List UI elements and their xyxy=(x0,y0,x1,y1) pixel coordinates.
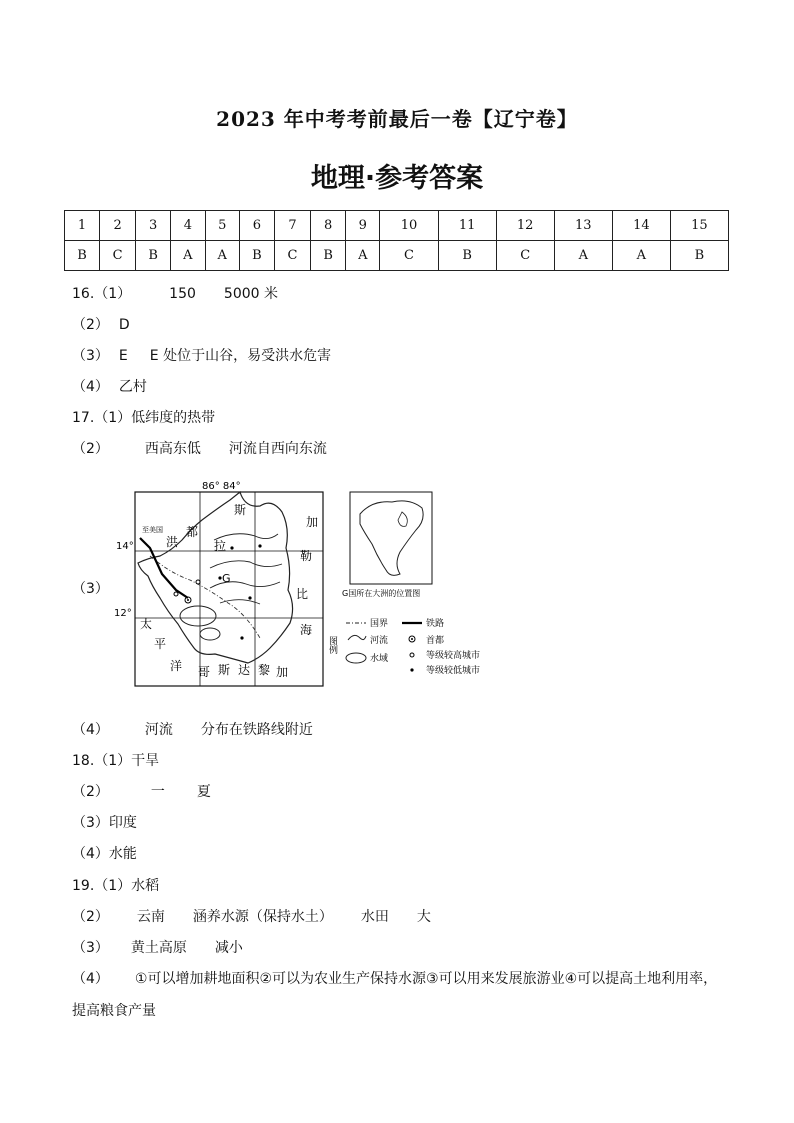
q18-label: 18.（1） xyxy=(72,753,132,769)
q17-part4: （4） 河流 分布在铁路线附近 xyxy=(72,719,313,739)
map-label: 哥 xyxy=(198,665,211,679)
q17-2-answer-b: 河流自西向东流 xyxy=(228,441,327,457)
q19-part2: （2） 云南 涵养水源（保持水土） 水田 大 xyxy=(72,906,431,926)
legend-capital: 首都 xyxy=(426,636,445,646)
central-america-map xyxy=(110,478,510,690)
legend-railway: 铁路 xyxy=(426,619,445,629)
q19-2-answer-c: 水田 xyxy=(360,909,389,925)
map-label: 达 xyxy=(238,663,251,677)
q17-4-answer-b: 分布在铁路线附近 xyxy=(200,722,313,738)
answer-cell: C xyxy=(380,241,438,271)
map-label: 海 xyxy=(300,623,313,637)
map-label: 黎 xyxy=(258,663,271,677)
answer-cell: B xyxy=(311,241,346,271)
answer-cell: A xyxy=(346,241,380,271)
question-number-cell: 8 xyxy=(311,211,346,241)
q19-2-answer-b: 涵养水源（保持水土） xyxy=(192,909,333,925)
q17-2-answer-a: 西高东低 xyxy=(144,441,201,457)
map-label: 洪 xyxy=(166,535,179,549)
q18-1-answer: 干旱 xyxy=(131,753,160,769)
answer-cell: B xyxy=(136,241,171,271)
q19-part4: （4） ①可以增加耕地面积②可以为农业生产保持水源③可以用来发展旅游业④可以提高土地利用率， xyxy=(72,968,717,988)
question-number-cell: 11 xyxy=(438,211,496,241)
answer-cell: A xyxy=(171,241,205,271)
q17-part3: （3） xyxy=(72,581,109,597)
q18-3-answer: 印度 xyxy=(108,815,137,831)
q19-part1 xyxy=(72,875,159,895)
q17-part2: （2） 西高东低 河流自西向东流 xyxy=(72,438,327,458)
answer-row xyxy=(65,241,729,271)
answer-cell: A xyxy=(612,241,670,271)
answer-cell: B xyxy=(670,241,728,271)
legend-major-city: 等级较高城市 xyxy=(426,651,481,661)
q18-part4: （4）水能 xyxy=(72,843,137,863)
answer-cell: B xyxy=(239,241,274,271)
question-number-cell: 9 xyxy=(346,211,380,241)
q18-part2: （2） 一 夏 xyxy=(72,781,211,801)
q16-3-answer-a: E xyxy=(118,348,128,364)
answer-cell: C xyxy=(274,241,310,271)
answer-cell: B xyxy=(438,241,496,271)
q19-part3: （3） 黄土高原 减小 xyxy=(72,937,243,957)
answer-cell: A xyxy=(554,241,612,271)
question-number-cell: 4 xyxy=(171,211,205,241)
map-label: 都 xyxy=(186,525,199,539)
q16-part1 xyxy=(72,283,278,303)
q16-part3: （3） E E 处位于山谷，易受洪水危害 xyxy=(72,345,331,365)
q16-part2: （2） D xyxy=(72,317,130,333)
q18-4-answer: 水能 xyxy=(108,846,137,862)
map-longitude-label: 86° 84° xyxy=(202,481,241,492)
map-label: 勒 xyxy=(300,549,313,563)
q19-4-answer: ①可以增加耕地面积②可以为农业生产保持水源③可以用来发展旅游业④可以提高土地利用率， xyxy=(134,971,718,987)
question-number-cell: 13 xyxy=(554,211,612,241)
question-number-row xyxy=(65,211,729,241)
q16-part4: （4） 乙村 xyxy=(72,376,147,396)
q19-3-answer-b: 减小 xyxy=(214,940,243,956)
q17-part1 xyxy=(72,407,215,427)
map-country-g: G xyxy=(222,572,231,585)
q17-4-answer-a: 河流 xyxy=(144,722,173,738)
answer-cell: C xyxy=(496,241,554,271)
map-label: 斯 xyxy=(234,503,247,517)
map-label: 斯 xyxy=(218,663,231,677)
legend-river: 河流 xyxy=(370,636,389,646)
answer-cell: C xyxy=(99,241,135,271)
question-number-cell: 1 xyxy=(65,211,100,241)
question-number-cell: 3 xyxy=(136,211,171,241)
q19-part4-cont xyxy=(72,1000,156,1020)
q16-2-answer: D xyxy=(118,317,130,333)
q18-2-answer-b: 夏 xyxy=(196,784,211,800)
map-to-usa: 至美国 xyxy=(142,526,163,534)
q18-part3: （3）印度 xyxy=(72,812,137,832)
q16-1-answer-b: 5000 米 xyxy=(223,286,278,302)
q19-1-answer: 水稻 xyxy=(131,878,160,894)
map-label: 太 xyxy=(140,617,153,631)
q19-label: 19.（1） xyxy=(72,878,132,894)
q18-part1 xyxy=(72,750,159,770)
answer-cell: A xyxy=(205,241,239,271)
answer-key-title: 地理·参考答案 xyxy=(310,163,484,194)
exam-title: 2023 年中考考前最后一卷【辽宁卷】 xyxy=(216,107,578,131)
question-number-cell: 7 xyxy=(274,211,310,241)
question-number-cell: 15 xyxy=(670,211,728,241)
q17-1-answer: 低纬度的热带 xyxy=(131,410,216,426)
question-number-cell: 14 xyxy=(612,211,670,241)
question-number-cell: 10 xyxy=(380,211,438,241)
q16-4-answer: 乙村 xyxy=(118,379,147,395)
answer-table xyxy=(64,210,729,271)
map-lat-14: 14° xyxy=(116,541,134,552)
question-number-cell: 5 xyxy=(205,211,239,241)
map-label: 加 xyxy=(276,665,289,679)
q19-3-answer-a: 黄土高原 xyxy=(130,940,187,956)
legend-border: 国界 xyxy=(370,619,389,629)
answer-cell: B xyxy=(65,241,100,271)
q16-3-answer-b: E 处位于山谷，易受洪水危害 xyxy=(149,348,332,364)
map-label: 比 xyxy=(296,587,309,601)
question-number-cell: 12 xyxy=(496,211,554,241)
map-label: 洋 xyxy=(170,659,183,673)
q16-label: 16.（1） xyxy=(72,286,132,302)
inset-map-caption: G国所在大洲的位置图 xyxy=(342,589,421,598)
legend-title: 图例 xyxy=(327,636,337,654)
q19-2-answer-d: 大 xyxy=(416,909,431,925)
q19-4-answer-cont: 提高粮食产量 xyxy=(72,1003,156,1019)
legend-minor-city: 等级较低城市 xyxy=(426,666,481,676)
map-label: 加 xyxy=(306,515,319,529)
question-number-cell: 6 xyxy=(239,211,274,241)
question-number-cell: 2 xyxy=(99,211,135,241)
q16-1-answer-a: 150 xyxy=(169,286,196,302)
map-label: 平 xyxy=(154,637,167,651)
legend-water: 水域 xyxy=(370,654,389,664)
map-lat-12: 12° xyxy=(114,608,132,619)
q19-2-answer-a: 云南 xyxy=(136,909,165,925)
map-label: 拉 xyxy=(214,539,227,553)
q18-2-answer-a: 一 xyxy=(150,784,165,800)
q17-label: 17.（1） xyxy=(72,410,132,426)
